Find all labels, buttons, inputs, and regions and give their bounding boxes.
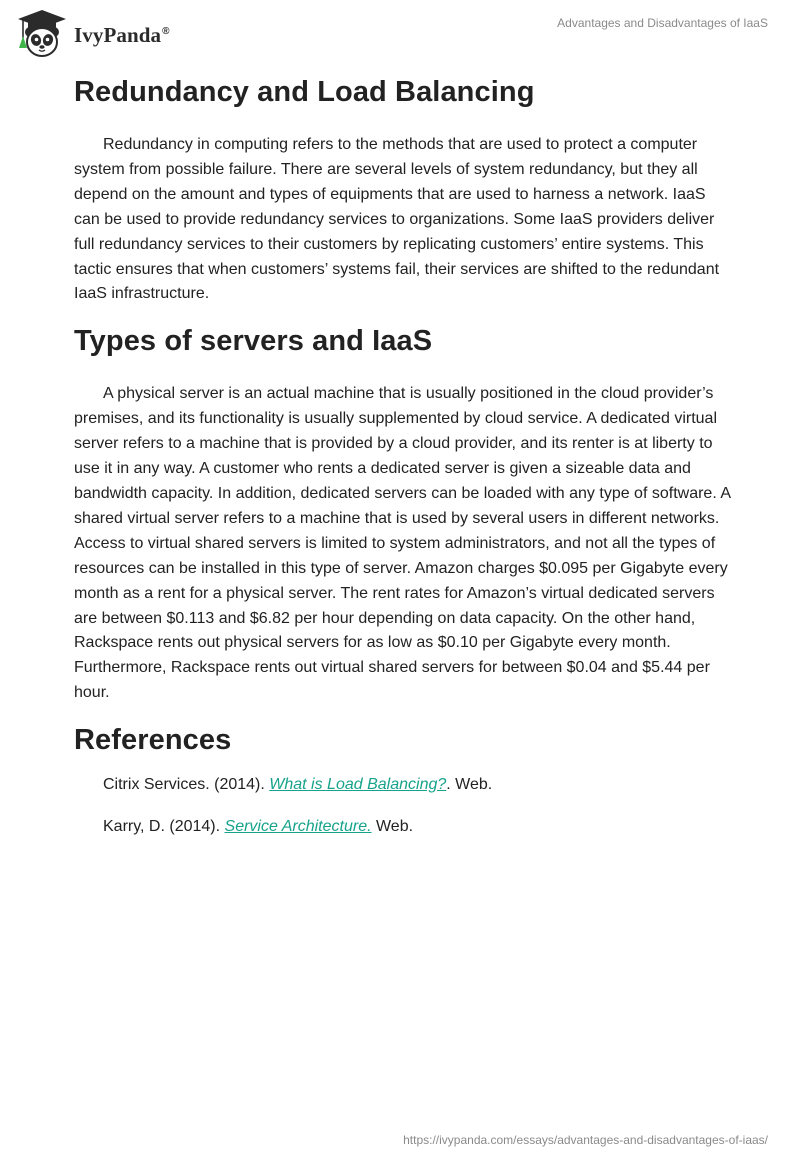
section-title-redundancy: Redundancy and Load Balancing — [74, 76, 535, 108]
page-header — [0, 0, 800, 68]
section-paragraph-redundancy: Redundancy in computing refers to the methods that are used to protect a computer system from possible failure. There are several levels of system redundancy, but they all depend on the amount and types of equipments that are used to harness a network. IaaS can be used to provide redundancy services to organizations. Some IaaS providers deliver full redundancy services to their customers by replicating customers’ entire systems. This tactic ensures that when customers’ systems fail, their services are shifted to the redundant IaaS infrastructure. — [74, 136, 720, 303]
brand-name — [74, 23, 170, 48]
brand-name-text: IvyPanda — [74, 22, 162, 47]
reference-link-service-architecture[interactable]: Service Architecture. — [224, 818, 372, 836]
reference-suffix: Web. — [371, 818, 414, 836]
ivypanda-logo[interactable] — [14, 6, 170, 62]
reference-link-load-balancing[interactable]: What is Load Balancing? — [269, 776, 447, 794]
section-title-references: References — [74, 724, 232, 757]
section-title-servers: Types of servers and IaaS — [74, 325, 433, 358]
reference-list — [74, 774, 734, 838]
reference-suffix: . Web. — [446, 776, 493, 794]
reference-prefix: Citrix Services. (2014). — [103, 776, 270, 794]
section-paragraph-servers: A physical server is an actual machine that is usually positioned in the cloud provider’s premises, and its functionality is usually supplemented by cloud service. A dedicated virtual server refers to a machine that is provided by a cloud provider, and its renter is at liberty to use it in any way. A customer who rents a dedicated server is given a sizeable data and bandwidth capacity. In addition, dedicated servers can be loaded with any type of software. A shared virtual server refers to a machine that is used by several users in different networks. Access to virtual shared servers is limited to system administrators, and not all the types of resources can be installed in this type of server. Amazon charges $0.095 per Gigabyte every month as a rent for a physical server. The rent rates for Amazon’s virtual dedicated servers are between $0.113 and $6.82 per hour depending on data capacity. On the other hand, Rackspace rents out physical servers for as low as $0.10 per Gigabyte every month. Furthermore, Rackspace rents out virtual shared servers for between $0.04 and $5.44 per hour. — [74, 385, 731, 702]
running-title: Advantages and Disadvantages of IaaS — [557, 16, 768, 30]
footer-source-url: https://ivypanda.com/essays/advantages-and-disadvantages-of-iaas/ — [403, 1133, 768, 1147]
registered-mark: ® — [162, 25, 170, 37]
essay-content — [74, 70, 734, 858]
panda-graduate-icon — [14, 8, 70, 60]
reference-item-karry — [74, 816, 734, 838]
reference-item-citrix — [74, 774, 734, 796]
reference-prefix: Karry, D. (2014). — [103, 818, 225, 836]
